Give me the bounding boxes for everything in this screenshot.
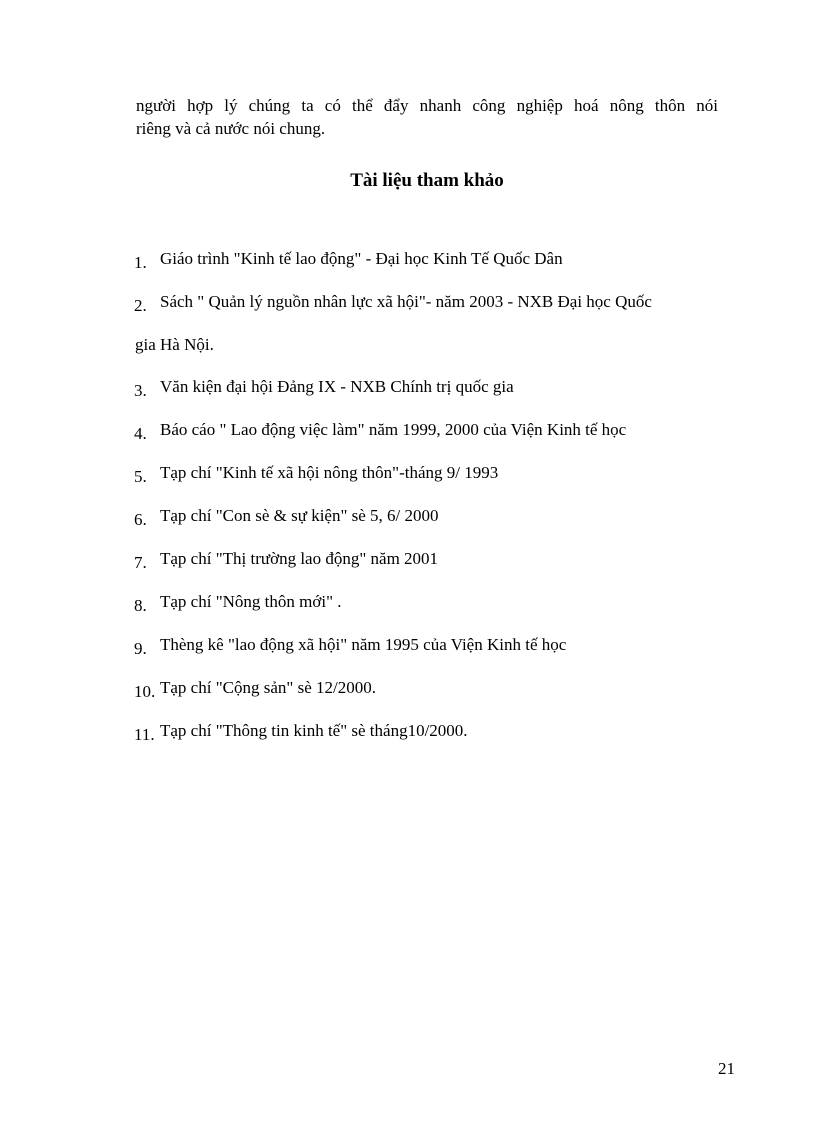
reference-number: 10.	[134, 682, 156, 701]
reference-item	[134, 248, 724, 270]
reference-text: Văn kiện đại hội Đảng IX - NXB Chính trị quốc gia	[160, 377, 514, 396]
reference-number: 1.	[134, 253, 147, 272]
intro-line-1: người hợp lý chúng ta có thể đẩy nhanh công nghiệp hoá nông thôn nói	[136, 96, 718, 115]
reference-continuation: gia Hà Nội.	[135, 335, 214, 354]
reference-text: Báo cáo " Lao động việc làm" năm 1999, 2000 của Viện Kinh tế học	[160, 420, 627, 439]
reference-item	[134, 548, 724, 570]
reference-number: 7.	[134, 553, 147, 572]
reference-text: Tạp chí "Thông tin kinh tế" sè tháng10/2000.	[160, 721, 468, 740]
reference-text: Tạp chí "Kinh tế xã hội nông thôn"-tháng 9/ 1993	[160, 463, 499, 482]
reference-number: 5.	[134, 467, 147, 486]
reference-text: Tạp chí "Thị trường lao động" năm 2001	[160, 549, 439, 568]
reference-item	[134, 376, 724, 398]
reference-text: Tạp chí "Cộng sản" sè 12/2000.	[160, 678, 376, 697]
reference-item	[134, 720, 724, 742]
reference-item	[134, 462, 724, 484]
reference-text: Sách " Quản lý nguồn nhân lực xã hội"- năm 2003 - NXB Đại học Quốc	[160, 292, 652, 311]
reference-number: 3.	[134, 381, 147, 400]
reference-text: Tạp chí "Con sè & sự kiện" sè 5, 6/ 2000	[160, 506, 439, 525]
reference-item	[134, 634, 724, 656]
reference-number: 8.	[134, 596, 147, 615]
reference-item	[134, 419, 724, 441]
reference-text: Giáo trình "Kinh tế lao động" - Đại học Kinh Tế Quốc Dân	[160, 249, 563, 268]
reference-text: Tạp chí "Nông thôn mới" .	[160, 592, 342, 611]
reference-number: 4.	[134, 424, 147, 443]
reference-number: 9.	[134, 639, 147, 658]
reference-item	[134, 505, 724, 527]
reference-number: 11.	[134, 725, 155, 744]
reference-number: 6.	[134, 510, 147, 529]
reference-text: Thèng kê "lao động xã hội" năm 1995 của Viện Kinh tế học	[160, 635, 567, 654]
reference-number: 2.	[134, 296, 147, 315]
page-number: 21	[718, 1059, 735, 1078]
reference-item	[134, 591, 724, 613]
reference-item	[134, 677, 724, 699]
intro-line-2: riêng và cả nước nói chung.	[136, 119, 326, 138]
references-heading: Tài liệu tham khảo	[350, 170, 504, 191]
reference-item	[134, 291, 724, 313]
